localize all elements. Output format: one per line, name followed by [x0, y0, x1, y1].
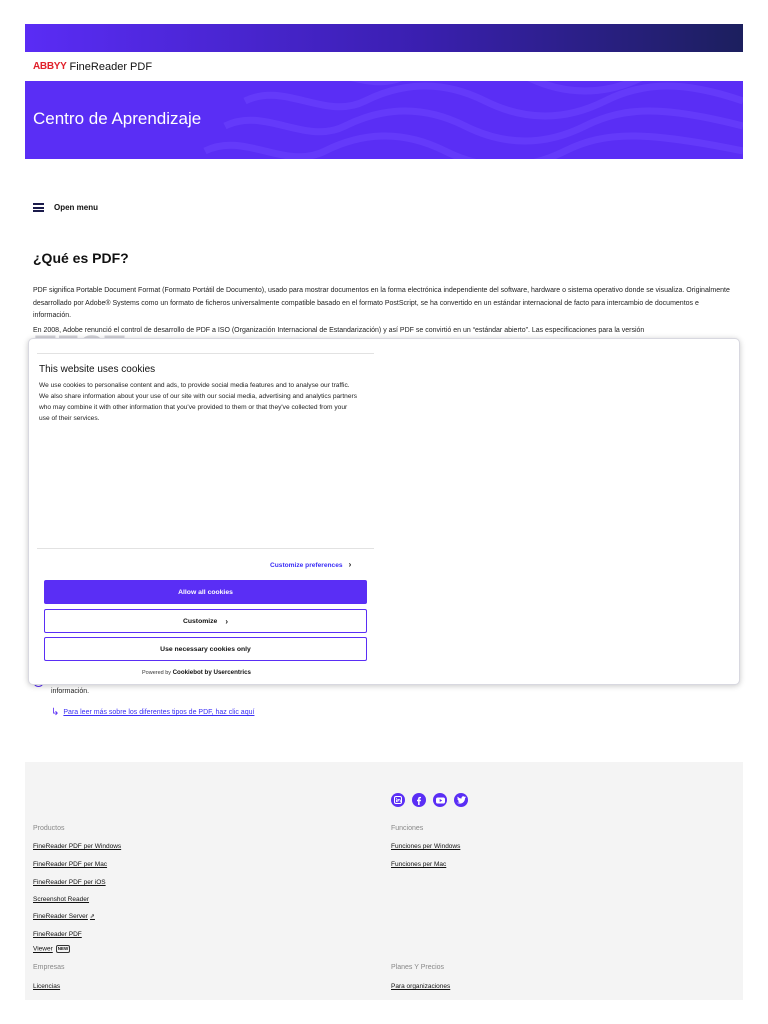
- functions-heading: Funciones: [391, 825, 424, 832]
- facebook-icon[interactable]: [412, 793, 426, 807]
- cookie-description: We use cookies to personalise content and ads, to provide social media features and to analyse our traffic. We also share information about your use of our site with our social media, advertising and analytics partners who may combine it with other information that you've provided to them or that they've collected from your use of their services.: [39, 382, 358, 422]
- twitter-icon[interactable]: [454, 793, 468, 807]
- article-paragraph: PDF significa Portable Document Format (Formato Portátil de Documento), usado para mostrar documentos en la forma electrónica independiente del software, hardware o sistema operativo donde se visualiza. Originalmente desarrollado por Adobe® Systems como un formato de ficheros universalmente compatible basado en el formato PostScript, se ha convertido en un estándar internacional de facto para intercambio de documentos e información.: [33, 287, 730, 319]
- products-heading: Productos: [33, 825, 65, 832]
- hero-banner: [25, 81, 743, 159]
- more-link-text[interactable]: Para leer más sobre los diferentes tipos de PDF, haz clic aquí: [63, 709, 255, 716]
- customize-preferences-link[interactable]: [270, 560, 351, 569]
- more-pdf-types-link[interactable]: [51, 707, 254, 718]
- footer-link[interactable]: FineReader PDF per iOS: [33, 879, 106, 886]
- top-gradient-bar: [25, 24, 743, 52]
- footer-link[interactable]: Funciones per Mac: [391, 861, 447, 868]
- footer-link[interactable]: FineReader PDF per Mac: [33, 861, 108, 868]
- footer-link[interactable]: FineReader PDF per Windows: [33, 843, 122, 850]
- companies-heading: Empresas: [33, 964, 65, 971]
- linkedin-icon[interactable]: [391, 793, 405, 807]
- cookie-consent-dialog: [28, 338, 740, 685]
- footer: [25, 762, 743, 1000]
- customize-preferences-label: Customize preferences: [270, 562, 343, 569]
- product-name[interactable]: FineReader PDF: [69, 60, 153, 73]
- footer-link-external[interactable]: [33, 913, 95, 920]
- allow-all-label: Allow all cookies: [178, 588, 233, 596]
- divider: [37, 548, 374, 549]
- abbyy-logo[interactable]: ABBYY: [33, 61, 67, 72]
- footer-link[interactable]: Licencias: [33, 983, 61, 990]
- allow-all-cookies-button[interactable]: [44, 580, 367, 604]
- cookie-title: This website uses cookies: [39, 364, 156, 375]
- footer-link[interactable]: Para organizaciones: [391, 983, 451, 990]
- plans-heading: Planes Y Precios: [391, 964, 445, 971]
- cookiebot-logo: Cookiebot by Usercentrics: [172, 669, 251, 676]
- footer-link-label: Viewer: [33, 945, 53, 953]
- necessary-cookies-button[interactable]: [44, 637, 367, 661]
- social-links: [391, 793, 475, 807]
- youtube-icon[interactable]: [433, 793, 447, 807]
- footer-link-viewer[interactable]: [33, 945, 70, 953]
- page-title: ¿Qué es PDF?: [33, 250, 129, 266]
- footer-link-label: FineReader Server: [33, 913, 88, 920]
- powered-by-label: Powered by: [142, 670, 172, 676]
- necessary-only-label: Use necessary cookies only: [160, 645, 251, 653]
- open-menu-label: Open menu: [54, 203, 99, 212]
- new-badge: NEW: [57, 946, 69, 951]
- return-arrow-icon: ↳: [51, 707, 60, 718]
- divider: [37, 353, 374, 354]
- chevron-right-icon: ›: [225, 616, 229, 626]
- article-paragraph: En 2008, Adobe renunció el control de desarrollo de PDF a ISO (Organización Internacional de Estandarización) y así PDF se convirtió en un “estándar abierto”. Las especificaciones para la versión: [33, 327, 645, 334]
- brand-bar: [25, 52, 743, 81]
- customize-label: Customize: [182, 617, 218, 625]
- powered-by[interactable]: [142, 669, 251, 676]
- hamburger-icon: [33, 203, 44, 212]
- hero-title: Centro de Aprendizaje: [33, 109, 202, 128]
- customize-button[interactable]: [44, 609, 367, 633]
- footer-link[interactable]: Funciones per Windows: [391, 843, 461, 850]
- footer-link[interactable]: Screenshot Reader: [33, 896, 90, 903]
- chevron-right-icon: ›: [348, 560, 352, 569]
- footer-link[interactable]: FineReader PDF: [33, 931, 82, 938]
- open-menu-button[interactable]: [33, 203, 98, 212]
- info-text: información.: [51, 688, 90, 695]
- external-link-icon: ⇗: [89, 914, 95, 920]
